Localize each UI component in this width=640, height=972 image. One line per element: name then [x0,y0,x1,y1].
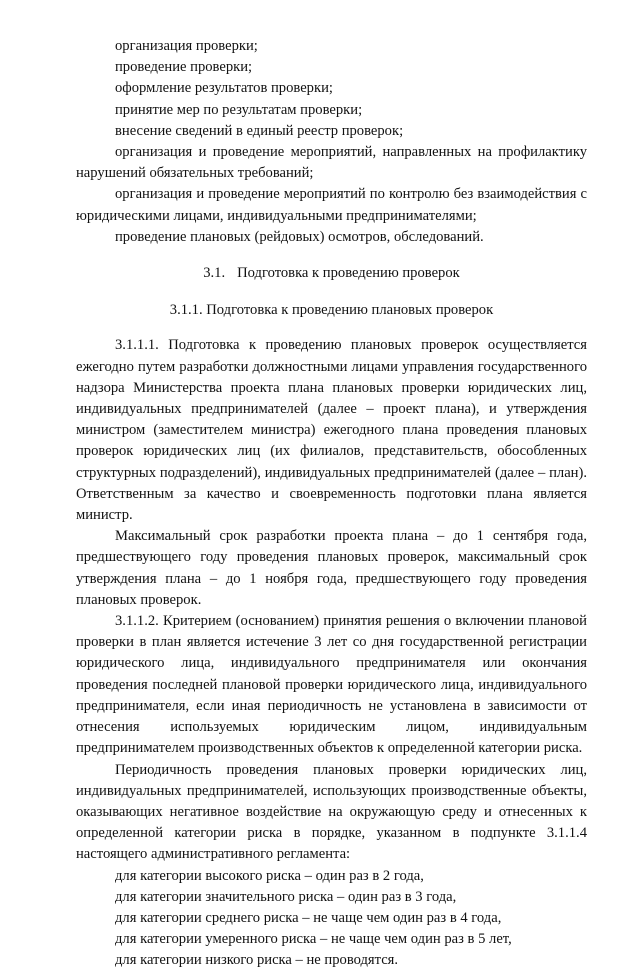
risk-list-item: для категории среднего риска – не чаще чем один раз в 4 года, [115,909,502,926]
list-item: организация и проведение мероприятий, направленных на профилактику нарушений обязательных требований; [76,144,587,182]
risk-list-item: для категории низкого риска – не проводятся. [115,952,399,969]
section-heading [76,263,587,284]
risk-list-item: для категории высокого риска – один раз в 2 года, [115,867,424,884]
list-item: организация и проведение мероприятий по контролю без взаимодействия с юридическими лицами, индивидуальными предпринимателями; [76,186,587,224]
list-item: проведение плановых (рейдовых) осмотров, обследований. [115,228,484,245]
list-item: проведение проверки; [115,59,253,76]
risk-list-item: для категории умеренного риска – не чаще чем один раз в 5 лет, [115,931,512,948]
section-title: Подготовка к проведению проверок [237,265,460,282]
list-item: оформление результатов проверки; [115,80,333,97]
paragraph: Максимальный срок разработки проекта плана – до 1 сентября года, предшествующего году проведения плановых проверок, максимальный срок утверждения плана – до 1 ноября года, предшествующего году проведения плановых проверок. [76,528,587,608]
document-body [76,36,587,972]
section-number: 3.1. [203,265,226,282]
paragraph: 3.1.1.1. Подготовка к проведению плановых проверок осуществляется ежегодно путем разработки должностными лицами управления государственного надзора Министерства проекта плана плановых проверки юридических лиц, индивидуальных предпринимателей (далее – проект плана), и утверждения министром (заместителем министра) ежегодного плана проведения плановых проверок юридических лиц (их филиалов, представительств, обособленных структурных подразделений), индивидуальных предпринимателей (далее – план). Ответственным за качество и своевременность подготовки плана является министр. [76,337,587,524]
list-item: организация проверки; [115,38,258,54]
risk-list-item: для категории значительного риска – один раз в 3 года, [115,888,457,905]
list-item: принятие мер по результатам проверки; [115,101,363,118]
paragraph: Периодичность проведения плановых проверки юридических лиц, индивидуальных предпринимателей, использующих производственные объекты, оказывающих негативное воздействие на окружающую среду и отнесенных к определенной категории риска в порядке, указанном в подпункте 3.1.1.4 настоящего административного регламента: [76,761,587,863]
list-item: внесение сведений в единый реестр проверок; [115,122,404,139]
subsection-heading: 3.1.1. Подготовка к проведению плановых проверок [169,302,494,319]
paragraph: 3.1.1.2. Критерием (основанием) принятия решения о включении плановой проверки в план является истечение 3 лет со дня государственной регистрации юридического лица, индивидуального предпринимателя или окончания проведения последней плановой проверки юридического лица, индивидуального предпринимателя, если иная периодичность не установлена в зависимости от отнесения используемых юридическим лицом, индивидуальным предпринимателем производственных объектов к определенной категории риска. [76,613,587,757]
